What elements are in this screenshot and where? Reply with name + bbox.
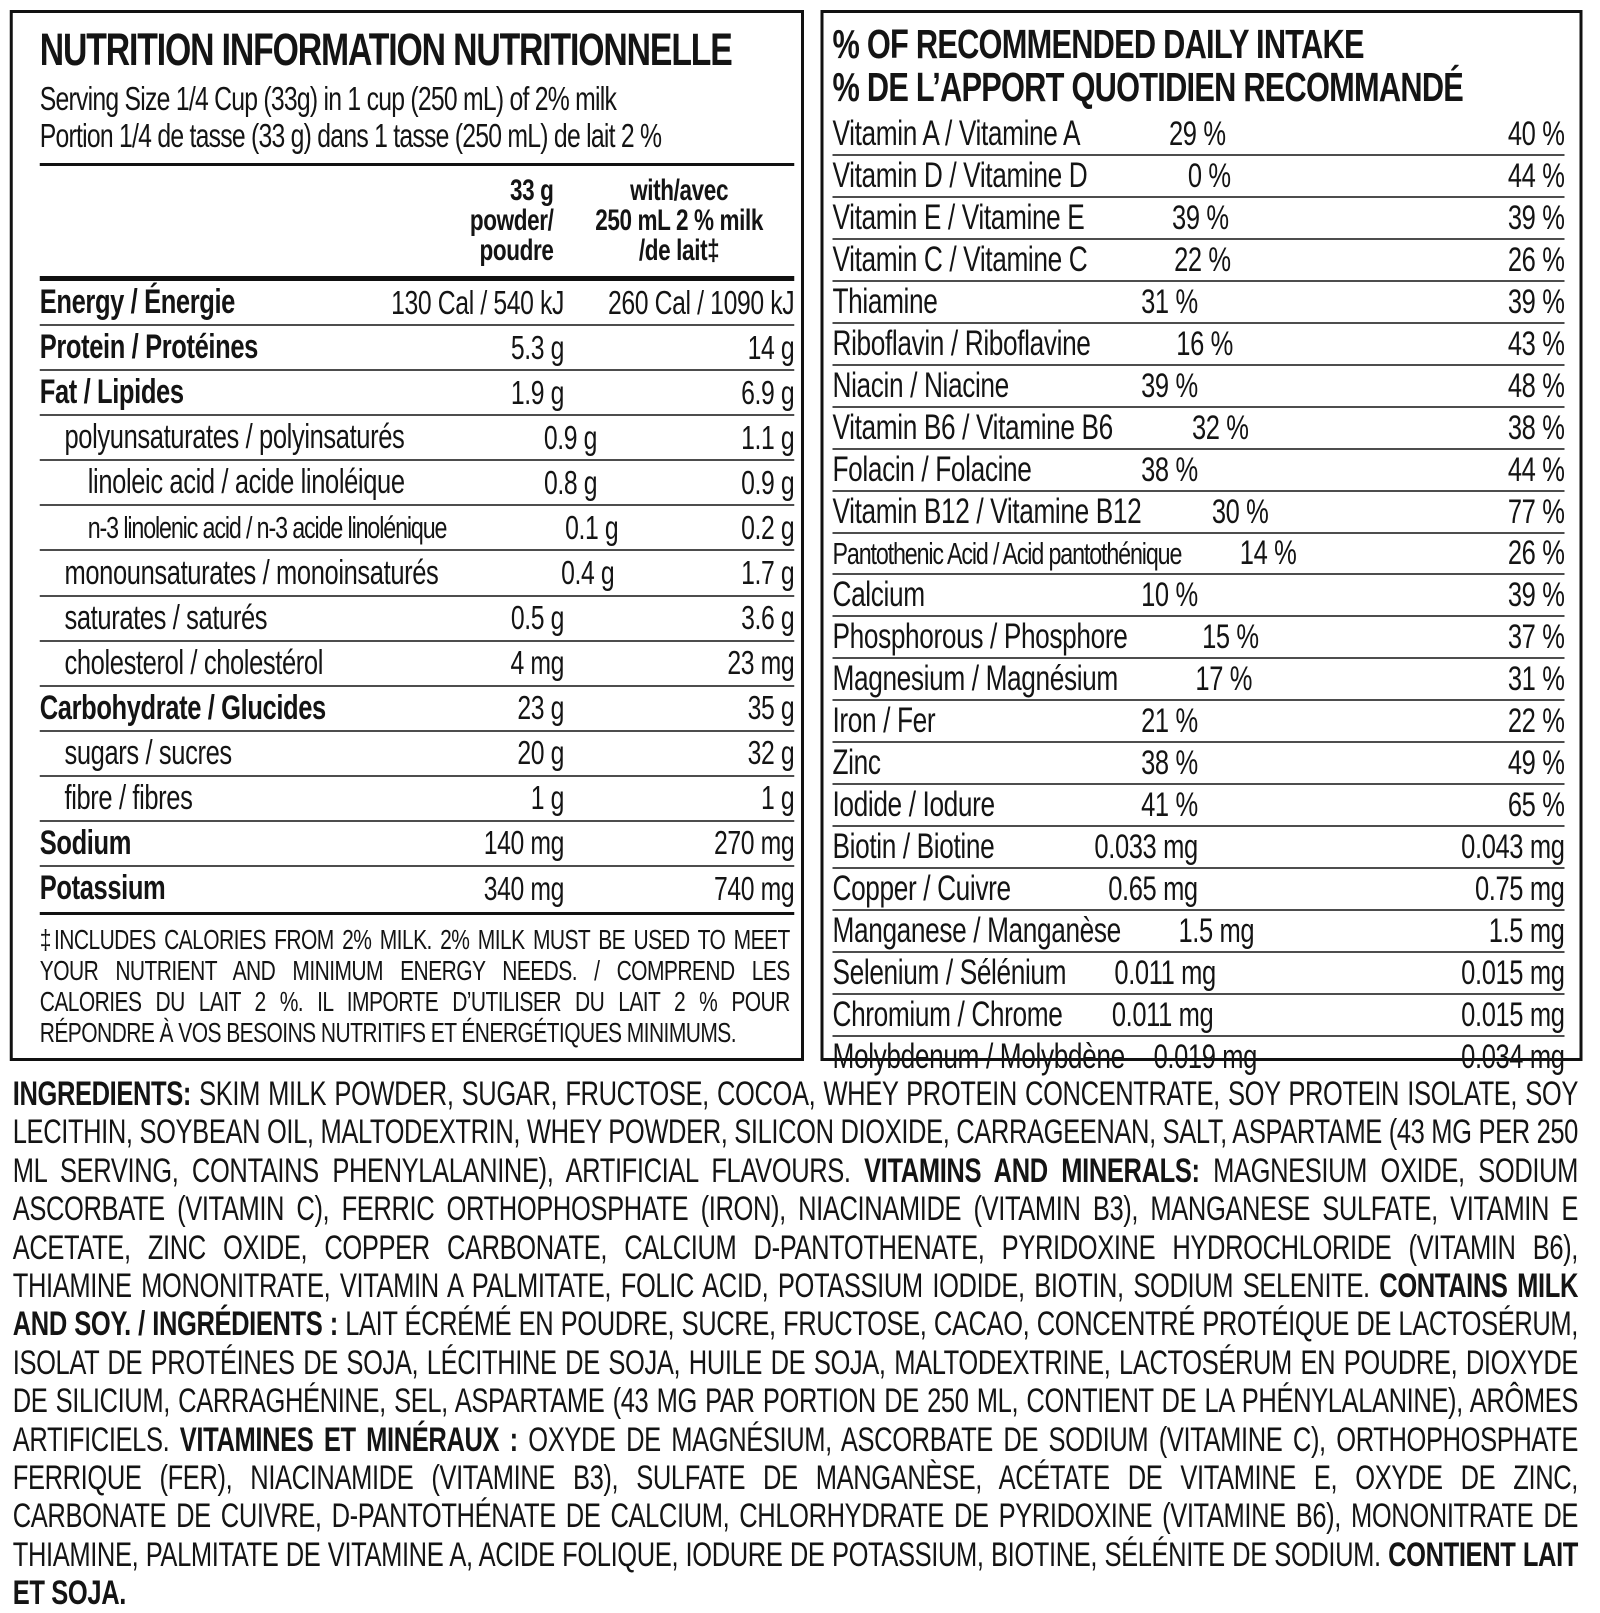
table-row xyxy=(40,549,795,594)
table-row xyxy=(40,414,795,459)
ingredients-segment: MAGNESIUM OXIDE, SODIUM ASCORBATE (VITAMIN C), FERRIC ORTHOPHOSPHATE (IRON), NIACINAMIDE (VITAMIN B3), MANGANESE SULFATE, VITAMIN E ACETATE, ZINC OXIDE, COPPER CARBONATE, CALCIUM D-PANTOTHENATE, PYRIDOXINE HYDROCHLORIDE (VITAMIN B6), THIAMINE MONONITRATE, VITAMIN A PALMITATE, FOLIC ACID, POTASSIUM IODIDE, BIOTIN, SODIUM SELENITE. xyxy=(12,1151,1578,1306)
table-row xyxy=(40,685,795,730)
nutrient-label: Fat / Lipides xyxy=(39,373,184,412)
value-powder: 10 % xyxy=(1141,575,1198,614)
daily-intake-table xyxy=(833,114,1565,1077)
value-with-milk: 0.034 mg xyxy=(1461,1037,1565,1076)
nutrient-label: Carbohydrate / Glucides xyxy=(39,688,326,727)
column-header-powder: 33 g powder/ poudre xyxy=(469,174,554,267)
nutrient-label: Sodium xyxy=(39,823,132,862)
ingredients-bold-segment: INGREDIENTS: xyxy=(12,1075,200,1113)
nutrient-label: Folacin / Folacine xyxy=(832,450,1032,489)
table-row xyxy=(40,324,795,369)
nutrient-label: Vitamin D / Vitamine D xyxy=(832,156,1088,195)
value-with-milk: 35 g xyxy=(747,689,795,727)
daily-intake-title-en: % OF RECOMMENDED DAILY INTAKE xyxy=(832,21,1364,67)
value-with-milk: 14 g xyxy=(747,328,795,366)
value-with-milk: 43 % xyxy=(1507,324,1565,363)
value-with-milk: 1.7 g xyxy=(741,554,795,591)
value-powder: 14 % xyxy=(1239,534,1297,572)
nutrient-label: Potassium xyxy=(39,869,166,908)
nutrient-label: n-3 linolenic acid / n-3 acide linolénique xyxy=(87,509,447,545)
ingredients-segment: LAIT ÉCRÉMÉ EN POUDRE, SUCRE, FRUCTOSE, CACAO, CONCENTRÉ PROTÉIQUE DE LACTOSÉRUM, ISOLAT DE PROTÉINES DE SOJA, LÉCITHINE DE SOJA, HUILE DE SOJA, MALTODEXTRINE, LACTOSÉRUM EN POUDRE, DIOXYDE DE SILICIUM, CARRAGHÉNINE, SEL, ASPARTAME (43 MG PAR PORTION DE 250 ML, CONTIENT DE LA PHÉNYLALANINE), ARÔMES ARTIFICIELS. xyxy=(12,1305,1578,1459)
value-with-milk: 6.9 g xyxy=(741,373,795,411)
nutrient-label: fibre / fibres xyxy=(64,778,193,817)
table-row xyxy=(833,573,1565,615)
nutrient-label: Biotin / Biotine xyxy=(832,827,995,866)
value-powder: 0.65 mg xyxy=(1108,869,1198,908)
value-powder: 20 g xyxy=(517,734,564,772)
value-with-milk: 37 % xyxy=(1507,617,1565,656)
table-row xyxy=(833,867,1565,909)
value-with-milk: 260 Cal / 1090 kJ xyxy=(607,283,795,321)
ingredients-bold-segment: CONTIENT LAIT ET SOJA. xyxy=(12,1535,1578,1613)
nutrient-label: polyunsaturates / polyinsaturés xyxy=(64,418,405,457)
value-powder: 38 % xyxy=(1141,450,1198,489)
nutrient-label: monounsaturates / monoinsaturés xyxy=(64,553,439,592)
nutrition-panel-title: NUTRITION INFORMATION NUTRITIONNELLE xyxy=(39,24,732,75)
value-with-milk: 26 % xyxy=(1507,240,1565,279)
value-with-milk: 44 % xyxy=(1507,156,1565,195)
value-powder: 17 % xyxy=(1195,659,1253,698)
serving-size-fr: Portion 1/4 de tasse (33 g) dans 1 tasse (250 mL) de lait 2 % xyxy=(39,117,662,154)
table-row xyxy=(40,865,795,910)
value-powder: 30 % xyxy=(1211,492,1269,531)
value-with-milk: 0.2 g xyxy=(741,508,795,546)
value-powder: 1.9 g xyxy=(510,373,564,411)
value-powder: 29 % xyxy=(1169,114,1226,153)
value-with-milk: 26 % xyxy=(1507,534,1565,572)
table-row xyxy=(833,114,1565,154)
nutrient-label: Manganese / Manganèse xyxy=(832,911,1121,950)
table-row xyxy=(833,154,1565,196)
ingredients-bold-segment: VITAMINES ET MINÉRAUX : xyxy=(179,1420,529,1459)
value-with-milk: 0.015 mg xyxy=(1461,953,1565,992)
value-with-milk: 270 mg xyxy=(713,824,795,862)
column-headers xyxy=(40,166,795,276)
nutrition-table xyxy=(40,281,795,910)
value-powder: 0.019 mg xyxy=(1153,1037,1257,1076)
table-row xyxy=(833,448,1565,490)
value-with-milk: 0.015 mg xyxy=(1461,995,1565,1034)
nutrient-label: Iron / Fer xyxy=(832,701,936,740)
nutrient-label: sugars / sucres xyxy=(64,733,232,772)
nutrient-label: Iodide / Iodure xyxy=(832,785,995,824)
table-row xyxy=(833,196,1565,238)
table-row xyxy=(40,459,795,504)
nutrient-label: Energy / Énergie xyxy=(39,283,235,322)
table-row xyxy=(833,951,1565,993)
value-powder: 41 % xyxy=(1141,785,1198,824)
nutrient-label: Phosphorous / Phosphore xyxy=(832,617,1128,656)
nutrient-label: Vitamin C / Vitamine C xyxy=(832,240,1088,279)
daily-intake-title-fr: % DE L’APPORT QUOTIDIEN RECOMMANDÉ xyxy=(832,64,1464,110)
table-row xyxy=(833,1035,1565,1077)
value-powder: 0.4 g xyxy=(561,554,615,591)
nutrient-label: linoleic acid / acide linoléique xyxy=(87,463,405,502)
value-powder: 340 mg xyxy=(483,869,564,907)
value-powder: 38 % xyxy=(1141,743,1198,782)
value-with-milk: 39 % xyxy=(1507,282,1565,321)
column-header-with-milk: with/avec 250 mL 2 % milk /de lait‡ xyxy=(595,174,764,267)
table-row xyxy=(40,730,795,775)
value-powder: 0 % xyxy=(1187,156,1231,195)
nutrient-label: Zinc xyxy=(832,743,881,782)
nutrient-label: Molybdenum / Molybdène xyxy=(832,1037,1125,1076)
nutrient-label: Magnesium / Magnésium xyxy=(832,659,1118,698)
nutrient-label: Pantothenic Acid / Acid pantothénique xyxy=(832,535,1182,571)
table-row xyxy=(833,406,1565,448)
value-powder: 1.5 mg xyxy=(1178,911,1255,950)
value-with-milk: 77 % xyxy=(1507,492,1565,531)
table-row xyxy=(833,741,1565,783)
value-with-milk: 39 % xyxy=(1507,198,1565,237)
value-powder: 0.9 g xyxy=(543,418,598,456)
value-powder: 32 % xyxy=(1191,408,1249,447)
value-with-milk: 0.75 mg xyxy=(1474,869,1565,908)
value-with-milk: 3.6 g xyxy=(741,599,795,637)
table-row xyxy=(833,657,1565,699)
nutrient-label: Copper / Cuivre xyxy=(832,869,1011,908)
nutrient-label: Vitamin B12 / Vitamine B12 xyxy=(832,492,1142,531)
table-row xyxy=(40,504,795,549)
value-with-milk: 1 g xyxy=(760,779,795,817)
value-powder: 22 % xyxy=(1174,240,1231,279)
value-powder: 39 % xyxy=(1172,198,1229,237)
value-powder: 21 % xyxy=(1141,701,1198,740)
ingredients-section xyxy=(13,1075,1578,1613)
daily-intake-panel xyxy=(821,10,1583,1076)
nutrient-label: Riboflavin / Riboflavine xyxy=(832,324,1091,363)
value-powder: 0.033 mg xyxy=(1094,827,1198,866)
nutrient-label: saturates / saturés xyxy=(64,598,268,637)
table-row xyxy=(833,825,1565,867)
value-with-milk: 31 % xyxy=(1507,659,1565,698)
value-powder: 5.3 g xyxy=(510,328,564,366)
value-powder: 0.011 mg xyxy=(1114,953,1216,992)
nutrient-label: Vitamin A / Vitamine A xyxy=(832,114,1081,153)
value-with-milk: 740 mg xyxy=(713,869,795,907)
nutrient-label: Chromium / Chrome xyxy=(832,995,1063,1034)
value-powder: 0.1 g xyxy=(565,508,619,546)
nutrient-label: Vitamin B6 / Vitamine B6 xyxy=(832,408,1113,447)
value-with-milk: 38 % xyxy=(1507,408,1565,447)
table-row xyxy=(833,364,1565,406)
value-powder: 16 % xyxy=(1176,324,1233,363)
value-with-milk: 1.1 g xyxy=(741,418,795,456)
nutrient-label: cholesterol / cholestérol xyxy=(64,643,324,682)
value-powder: 0.5 g xyxy=(510,599,564,637)
ingredients-bold-segment: VITAMINS AND MINERALS: xyxy=(864,1151,1214,1190)
table-row xyxy=(833,280,1565,322)
table-row xyxy=(40,369,795,414)
value-with-milk: 39 % xyxy=(1507,575,1565,614)
table-row xyxy=(833,993,1565,1035)
footnote: ‡INCLUDES CALORIES FROM 2% MILK. 2% MILK MUST BE USED TO MEET YOUR NUTRIENT AND MINIMUM ENERGY NEEDS. / COMPREND LES CALORIES DU LAIT 2 %. IL IMPORTE D’UTILISER DU LAIT 2 % POUR RÉPONDRE À VOS BESOINS NUTRITIFS ET ÉNERGÉTIQUES MINIMUMS. xyxy=(40,912,795,1048)
table-row xyxy=(833,322,1565,364)
table-row xyxy=(40,775,795,820)
nutrient-label: Thiamine xyxy=(832,282,938,321)
value-with-milk: 0.043 mg xyxy=(1461,827,1565,866)
value-powder: 0.8 g xyxy=(544,463,598,501)
nutrient-label: Niacin / Niacine xyxy=(832,366,1009,405)
value-powder: 0.011 mg xyxy=(1111,995,1214,1034)
table-row xyxy=(833,699,1565,741)
value-with-milk: 40 % xyxy=(1507,114,1565,153)
value-with-milk: 0.9 g xyxy=(741,463,795,501)
serving-size-en: Serving Size 1/4 Cup (33g) in 1 cup (250 mL) of 2% milk xyxy=(39,80,617,117)
value-powder: 15 % xyxy=(1202,617,1259,656)
value-with-milk: 1.5 mg xyxy=(1488,911,1565,950)
value-powder: 39 % xyxy=(1141,366,1198,405)
nutrient-label: Selenium / Sélénium xyxy=(832,953,1067,992)
value-powder: 1 g xyxy=(530,779,564,817)
table-row xyxy=(833,238,1565,280)
value-powder: 23 g xyxy=(517,689,564,727)
nutrient-label: Vitamin E / Vitamine E xyxy=(832,198,1085,237)
table-row xyxy=(833,532,1565,573)
value-powder: 130 Cal / 540 kJ xyxy=(391,283,564,321)
nutrition-facts-panel xyxy=(10,10,804,1061)
ingredients-segment: OXYDE DE MAGNÉSIUM, ASCORBATE DE SODIUM (VITAMINE C), ORTHOPHOSPHATE FERRIQUE (FER), NIACINAMIDE (VITAMINE B3), SULFATE DE MANGANÈSE, ACÉTATE DE VITAMINE E, OXYDE DE ZINC, CARBONATE DE CUIVRE, D-PANTOTHÉNATE DE CALCIUM, CHLORHYDRATE DE PYRIDOXINE (VITAMINE B6), MONONITRATE DE THIAMINE, PALMITATE DE VITAMINE A, ACIDE FOLIQUE, IODURE DE POTASSIUM, BIOTINE, SÉLÉNITE DE SODIUM. xyxy=(12,1420,1578,1574)
table-row xyxy=(40,595,795,640)
value-with-milk: 23 mg xyxy=(727,644,795,682)
table-row xyxy=(833,909,1565,951)
ingredients-segment: SKIM MILK POWDER, SUGAR, FRUCTOSE, COCOA, WHEY PROTEIN CONCENTRATE, SOY PROTEIN ISOLATE, SOY LECITHIN, SOYBEAN OIL, MALTODEXTRIN, WHEY POWDER, SILICON DIOXIDE, CARRAGEENAN, SALT, ASPARTAME (43 MG PER 250 ML SERVING, CONTAINS PHENYLALANINE), ARTIFICIAL FLAVOURS. xyxy=(12,1075,1579,1190)
value-with-milk: 22 % xyxy=(1507,701,1565,740)
value-powder: 4 mg xyxy=(510,644,564,682)
table-row xyxy=(833,490,1565,532)
nutrient-label: Protein / Protéines xyxy=(39,328,258,367)
nutrient-label: Calcium xyxy=(832,575,925,614)
ingredients-bold-segment: CONTAINS MILK AND SOY. / INGRÉDIENTS : xyxy=(12,1267,1578,1344)
table-row xyxy=(40,820,795,865)
table-row xyxy=(40,640,795,685)
table-row xyxy=(833,615,1565,657)
value-with-milk: 48 % xyxy=(1507,366,1565,405)
value-with-milk: 44 % xyxy=(1507,450,1565,489)
table-row xyxy=(833,783,1565,825)
value-powder: 140 mg xyxy=(483,824,564,862)
value-with-milk: 49 % xyxy=(1507,743,1565,782)
value-powder: 31 % xyxy=(1141,282,1198,321)
value-with-milk: 65 % xyxy=(1507,785,1565,824)
value-with-milk: 32 g xyxy=(747,734,795,772)
table-row xyxy=(40,281,795,324)
